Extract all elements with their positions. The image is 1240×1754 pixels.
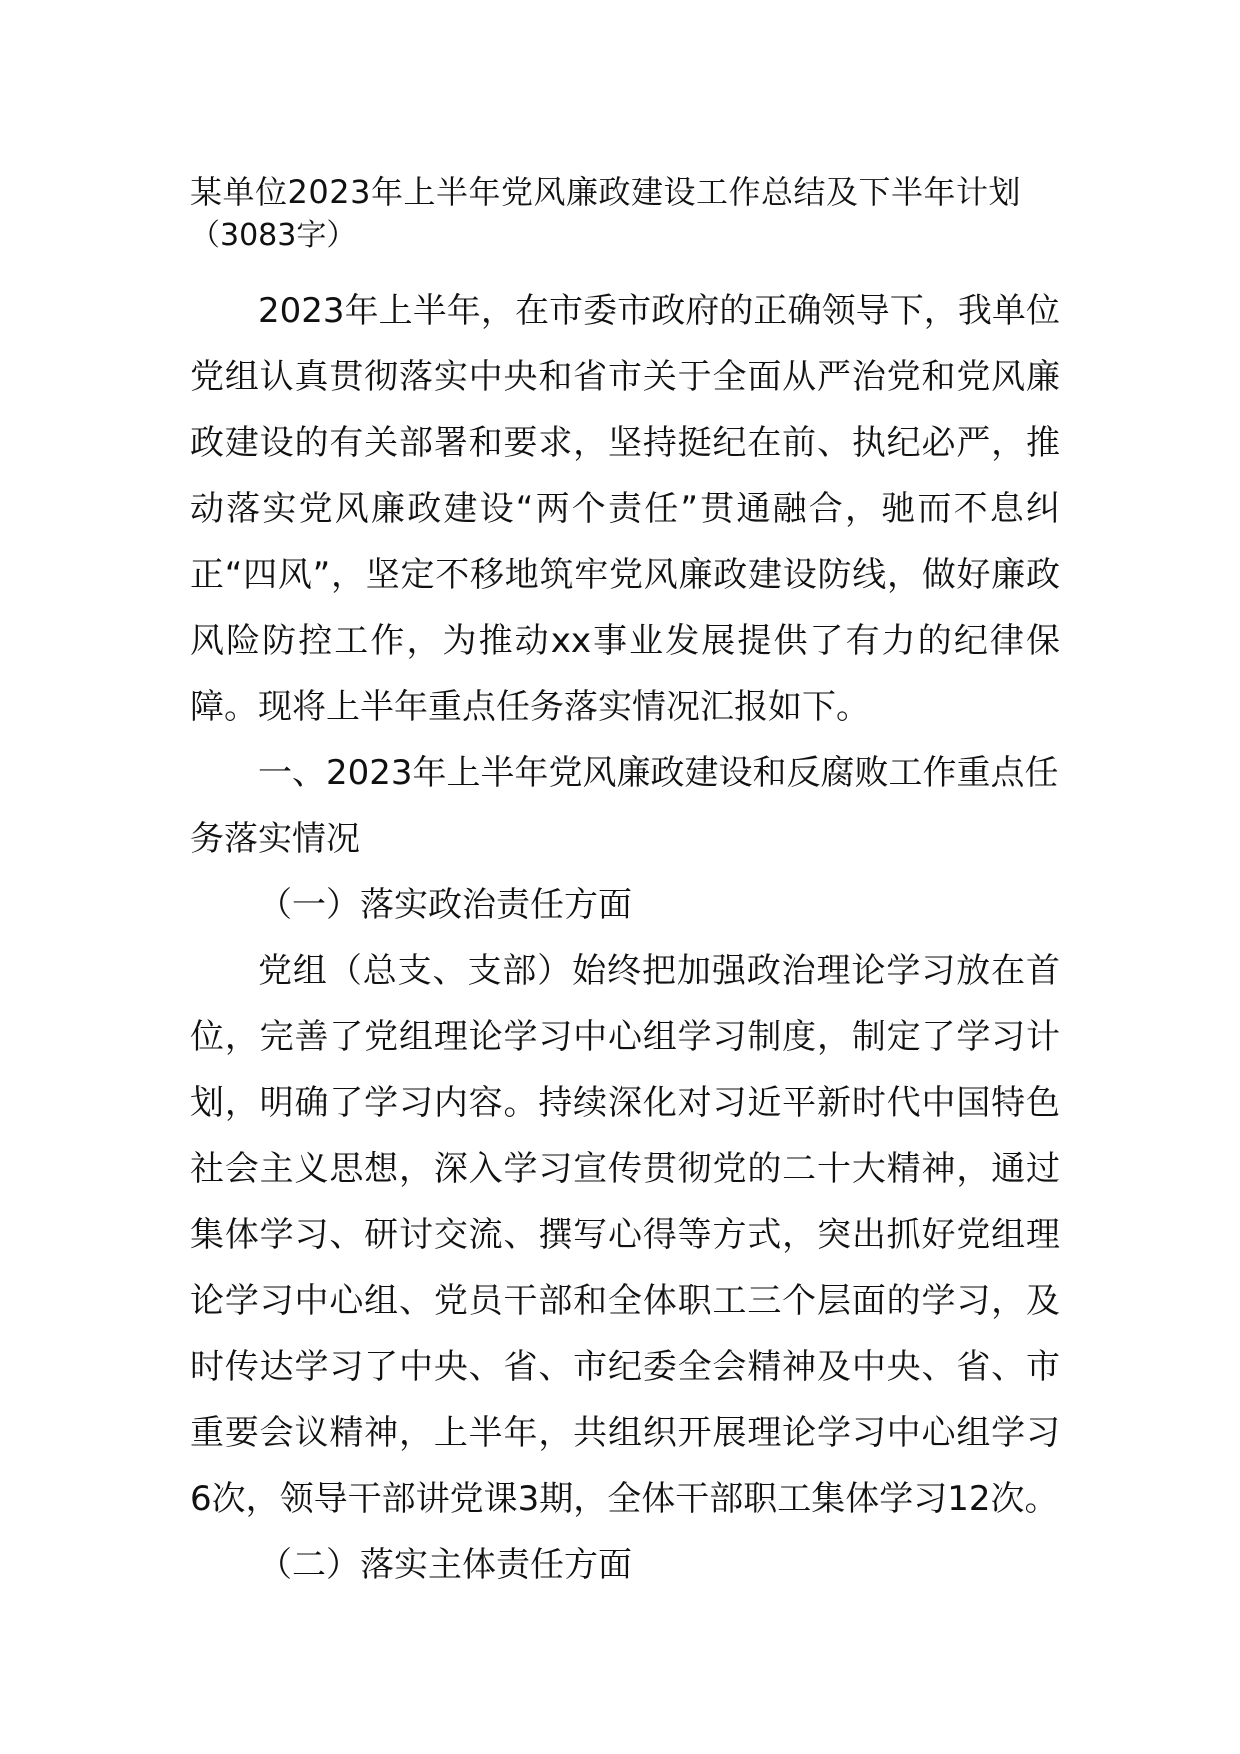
document-title: 某单位2023年上半年党风廉政建设工作总结及下半年计划: [190, 173, 1021, 211]
section-1-heading: 一、2023年上半年党风廉政建设和反腐败工作重点任务落实情况: [190, 753, 1059, 859]
subsection-2-heading: （二）落实主体责任方面: [258, 1545, 632, 1585]
intro-paragraph: 2023年上半年，在市委市政府的正确领导下，我单位党组认真贯彻落实中央和省市关于全面从严治党和党风廉政建设的有关部署和要求，坚持挺纪在前、执纪必严，推动落实党风廉政建设“两个责任”贯通融合，驰而不息纠正“四风”，坚定不移地筑牢党风廉政建设防线，做好廉政风险防控工作，为推动xx事业发展提供了有力的纪律保障。现将上半年重点任务落实情况汇报如下。: [190, 291, 1060, 727]
document-content: [190, 170, 1060, 1598]
word-count-note: （3083字）: [190, 218, 357, 253]
subsection-1-paragraph: 党组（总支、支部）始终把加强政治理论学习放在首位，完善了党组理论学习中心组学习制度，制定了学习计划，明确了学习内容。持续深化对习近平新时代中国特色社会主义思想，深入学习宣传贯彻党的二十大精神，通过集体学习、研讨交流、撰写心得等方式，突出抓好党组理论学习中心组、党员干部和全体职工三个层面的学习，及时传达学习了中央、省、市纪委全会精神及中央、省、市重要会议精神，上半年，共组织开展理论学习中心组学习6次，领导干部讲党课3期，全体干部职工集体学习12次。: [190, 951, 1060, 1519]
subsection-1-heading: （一）落实政治责任方面: [258, 885, 632, 925]
